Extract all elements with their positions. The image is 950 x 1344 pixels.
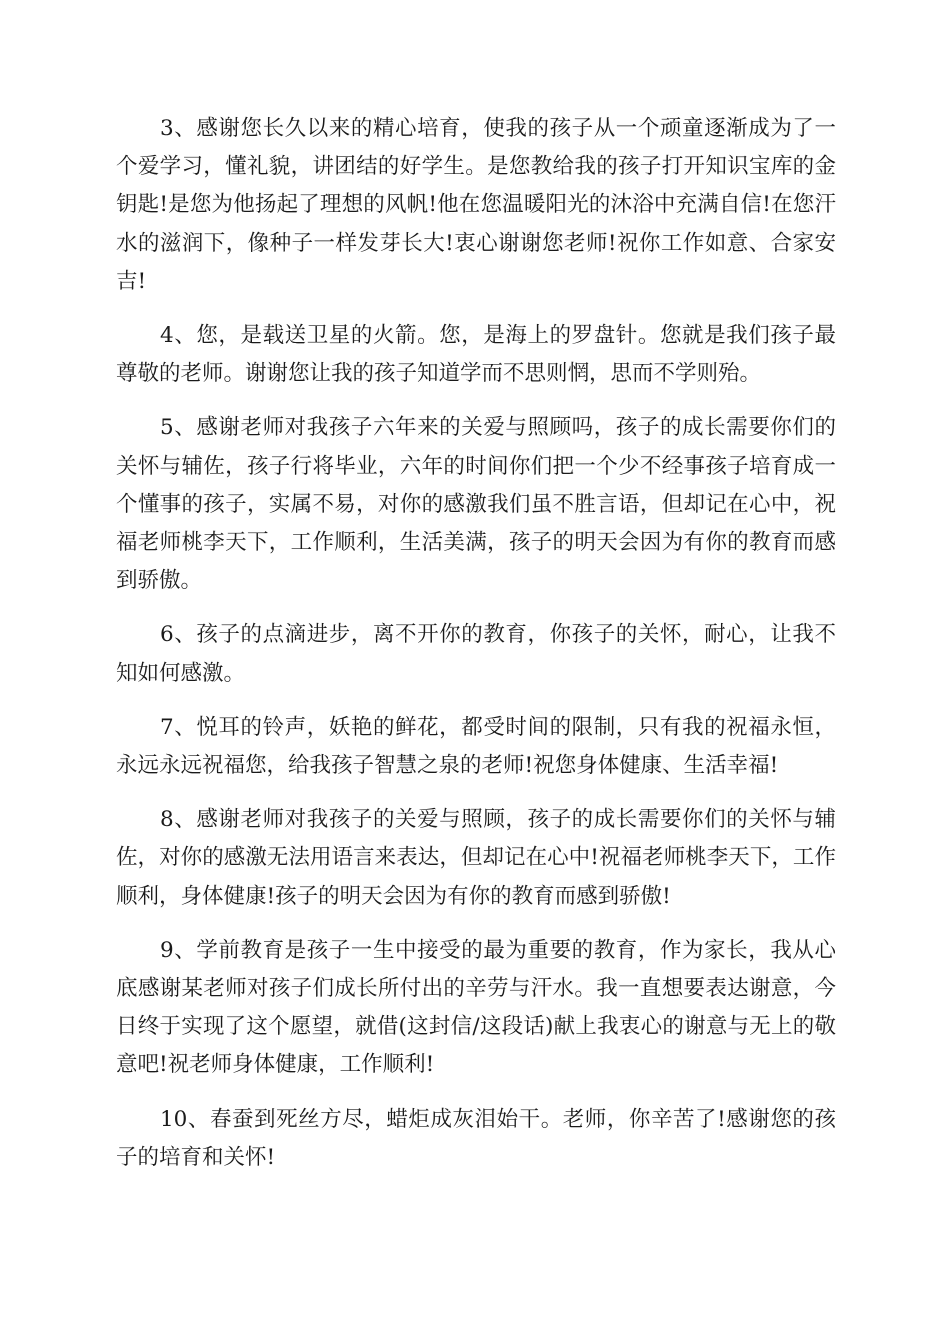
paragraph-6: 6、孩子的点滴进步，离不开你的教育，你孩子的关怀，耐心，让我不知如何感激。 (116, 622, 836, 686)
paragraph-10: 10、春蚕到死丝方尽，蜡炬成灰泪始干。老师，你辛苦了!感谢您的孩子的培育和关怀! (116, 1106, 836, 1170)
paragraph-9: 9、学前教育是孩子一生中接受的最为重要的教育，作为家长，我从心底感谢某老师对孩子们成长所付出的辛劳与汗水。我一直想要表达谢意，今日终于实现了这个愿望，就借(这封信/这段话)献上我衷心的谢意与无上的敬意吧!祝老师身体健康，工作顺利! (116, 937, 836, 1078)
paragraph-8: 8、感谢老师对我孩子的关爱与照顾，孩子的成长需要你们的关怀与辅佐，对你的感激无法用语言来表达，但却记在心中!祝福老师桃李天下，工作顺利，身体健康!孩子的明天会因为有你的教育而感到骄傲! (116, 807, 836, 909)
paragraph-7: 7、悦耳的铃声，妖艳的鲜花，都受时间的限制，只有我的祝福永恒，永远永远祝福您，给我孩子智慧之泉的老师!祝您身体健康、生活幸福! (116, 714, 836, 779)
paragraph-3: 3、感谢您长久以来的精心培育，使我的孩子从一个顽童逐渐成为了一个爱学习，懂礼貌，讲团结的好学生。是您教给我的孩子打开知识宝库的金钥匙!是您为他扬起了理想的风帆!他在您温暖阳光的沐浴中充满自信!在您汗水的滋润下，像种子一样发芽长大!衷心谢谢您老师!祝你工作如意、合家安吉! (116, 116, 836, 294)
paragraph-5: 5、感谢老师对我孩子六年来的关爱与照顾吗，孩子的成长需要你们的关怀与辅佐，孩子行将毕业，六年的时间你们把一个少不经事孩子培育成一个懂事的孩子，实属不易，对你的感激我们虽不胜言语，但却记在心中，祝福老师桃李天下，工作顺利，生活美满，孩子的明天会因为有你的教育而感到骄傲。 (116, 415, 836, 594)
document-body (116, 110, 836, 1193)
paragraph-4: 4、您，是载送卫星的火箭。您，是海上的罗盘针。您就是我们孩子最尊敬的老师。谢谢您让我的孩子知道学而不思则惘，思而不学则殆。 (116, 323, 836, 387)
